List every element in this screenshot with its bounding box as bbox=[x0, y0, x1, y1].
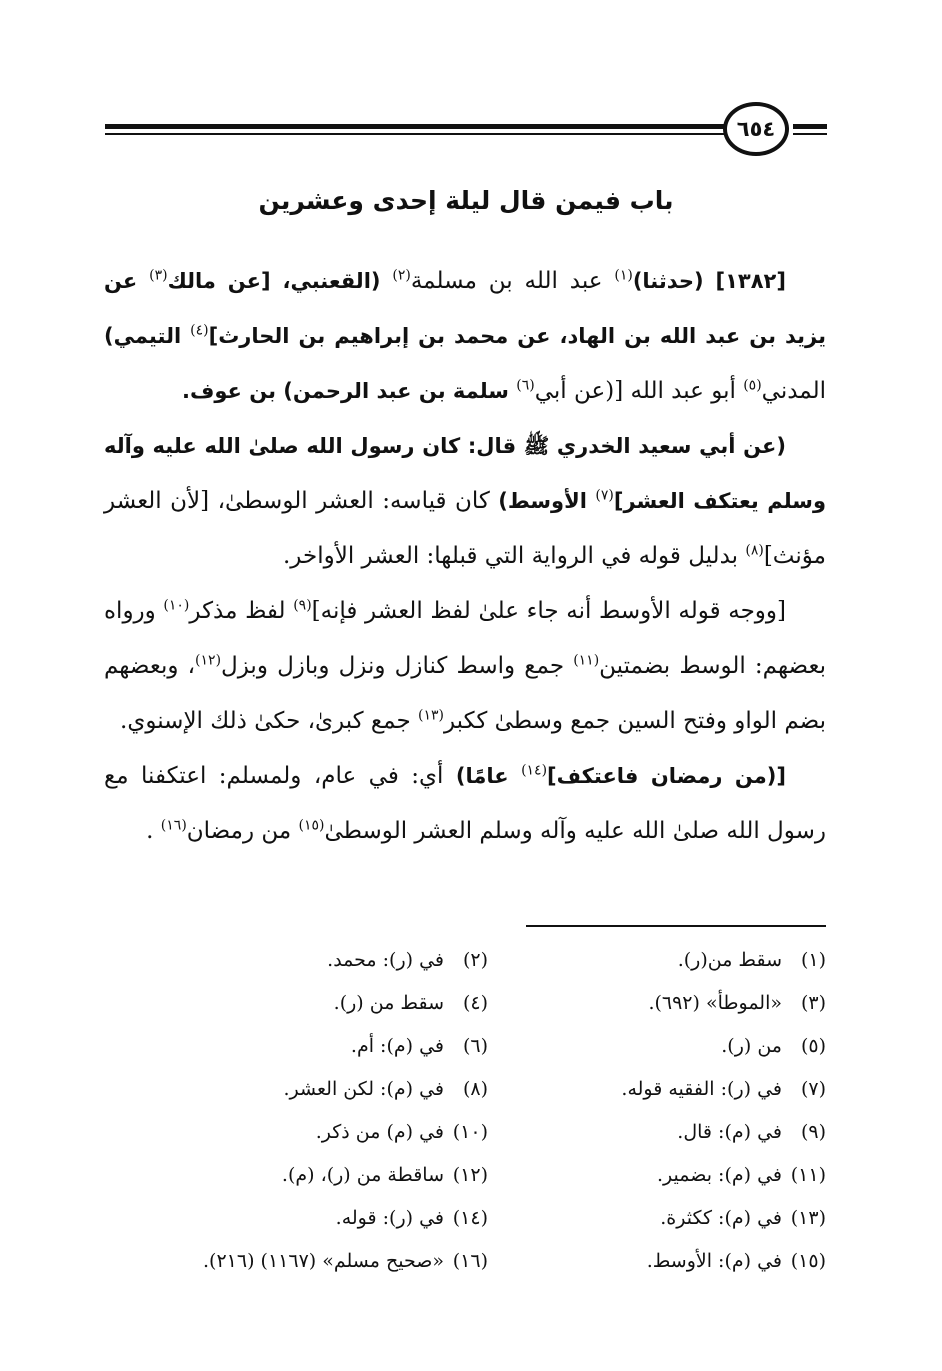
text: جمع واسط كنازل ونزل وبازل وبزل bbox=[221, 653, 574, 679]
footnote-text: في (ر): قوله. bbox=[335, 1206, 444, 1229]
footnote-item bbox=[488, 1035, 826, 1057]
text: . bbox=[146, 818, 161, 844]
header-rule-right-thick bbox=[793, 124, 827, 129]
footnote-item bbox=[150, 1121, 488, 1143]
footnote-text: «الموطأ» (٦٩٢). bbox=[648, 991, 782, 1014]
footnote-number: (٩) bbox=[800, 1120, 826, 1143]
text: جمع كبرىٰ، حكىٰ ذلك الإسنوي. bbox=[120, 708, 418, 734]
footnote-item bbox=[150, 1035, 488, 1057]
text: أي: في عام، ولمسلم: اعتكفنا مع رسول الله صلىٰ الله عليه وآله وسلم العشر الوسطىٰ bbox=[104, 763, 826, 844]
paragraph-1 bbox=[104, 254, 826, 419]
footnote-text: سقط من (ر). bbox=[333, 991, 444, 1014]
text-bold: (عن أبي سعيد الخدري ﷺ قال: كان رسول الله صلىٰ الله عليه وآله وسلم يعتكف العشر] bbox=[104, 434, 827, 513]
footnote-ref: (٥) bbox=[743, 377, 762, 394]
footnote-item bbox=[488, 1078, 826, 1100]
footnote-ref: (١١) bbox=[573, 652, 600, 669]
footnote-text: سقط من(ر). bbox=[677, 948, 782, 971]
footnotes bbox=[150, 938, 826, 1282]
footnote-ref: (٢) bbox=[392, 267, 411, 284]
footnote-number: (٢) bbox=[462, 948, 488, 971]
footnote-text: في (ر): محمد. bbox=[327, 948, 444, 971]
text-bold: الأوسط) bbox=[498, 489, 596, 513]
footnote-ref: (١٠) bbox=[163, 597, 190, 614]
footnote-text: في (م): لكن العشر. bbox=[283, 1077, 444, 1100]
footnote-item bbox=[488, 1164, 826, 1186]
text: ورواه بعضهم: الوسط بضمتين bbox=[104, 598, 826, 679]
footnote-number: (١٣) bbox=[790, 1206, 826, 1229]
footnote-number: (١٥) bbox=[790, 1249, 826, 1272]
footnote-item bbox=[488, 1250, 826, 1272]
footnote-ref: (١٦) bbox=[160, 817, 187, 834]
footnote-row bbox=[150, 1067, 826, 1110]
footnote-item bbox=[150, 992, 488, 1014]
paragraph-4 bbox=[104, 749, 826, 859]
footnote-row bbox=[150, 938, 826, 981]
footnote-number: (٣) bbox=[800, 991, 826, 1014]
text: المدني bbox=[761, 378, 826, 404]
footnote-item bbox=[150, 1250, 488, 1272]
footnote-ref: (٩) bbox=[293, 597, 312, 614]
paragraph-3 bbox=[104, 584, 826, 749]
footnote-item bbox=[150, 1164, 488, 1186]
footnote-ref: (١٢) bbox=[195, 652, 222, 669]
header-rule-right-thin bbox=[793, 133, 827, 135]
footnote-separator bbox=[526, 925, 826, 927]
footnote-text: في (م): بضمير. bbox=[657, 1163, 782, 1186]
text-bold: التيمي) bbox=[104, 324, 191, 348]
footnote-number: (٥) bbox=[800, 1034, 826, 1057]
footnote-row bbox=[150, 1196, 826, 1239]
footnote-item bbox=[488, 949, 826, 971]
footnote-text: في (م): الأوسط. bbox=[646, 1249, 782, 1272]
text: لفظ مذكر bbox=[189, 598, 294, 624]
footnote-ref: (٤) bbox=[190, 322, 209, 339]
footnote-ref: (٧) bbox=[595, 487, 614, 504]
text-bold: عن يزيد بن عبد الله بن الهاد، عن محمد بن إبراهيم بن الحارث] bbox=[104, 269, 826, 348]
paragraph-2 bbox=[104, 419, 826, 584]
footnote-ref: (٨) bbox=[745, 542, 764, 559]
footnote-ref: (١) bbox=[614, 267, 633, 284]
footnote-number: (١٦) bbox=[452, 1249, 488, 1272]
footnote-item bbox=[488, 1207, 826, 1229]
footnote-row bbox=[150, 1024, 826, 1067]
text: من رمضان bbox=[186, 818, 299, 844]
footnote-ref: (٣) bbox=[149, 267, 168, 284]
footnote-ref: (١٥) bbox=[298, 817, 325, 834]
footnote-number: (٧) bbox=[800, 1077, 826, 1100]
footnote-number: (١١) bbox=[790, 1163, 826, 1186]
header-rule-thin bbox=[105, 133, 725, 135]
footnote-text: في (م): قال. bbox=[677, 1120, 782, 1143]
page-header bbox=[105, 100, 827, 160]
footnote-number: (١٤) bbox=[452, 1206, 488, 1229]
main-text bbox=[104, 254, 826, 859]
footnote-ref: (٦) bbox=[516, 377, 535, 394]
footnote-number: (٦) bbox=[462, 1034, 488, 1057]
footnote-number: (٨) bbox=[462, 1077, 488, 1100]
text: أبو عبد الله [(عن أبي bbox=[534, 378, 744, 404]
text-bold: عامًا) bbox=[455, 764, 522, 788]
text: ، وبعضهم بضم الواو وفتح السين جمع وسطىٰ ككبر bbox=[104, 653, 826, 734]
text: [ووجه قوله الأوسط أنه جاء علىٰ لفظ العشر فإنه] bbox=[311, 598, 786, 624]
text-bold: [(من رمضان فاعتكف] bbox=[547, 764, 787, 788]
text-bold: سلمة بن عبد الرحمن) بن عوف. bbox=[182, 379, 517, 403]
footnote-text: «صحيح مسلم» (١١٦٧) (٢١٦). bbox=[203, 1249, 444, 1272]
text: عبد الله بن مسلمة bbox=[410, 268, 615, 294]
text: كان قياسه: العشر الوسطىٰ، [لأن العشر مؤنث] bbox=[104, 488, 826, 569]
text-bold: (القعنبي، [عن مالك bbox=[167, 269, 393, 293]
footnote-item bbox=[150, 949, 488, 971]
footnote-item bbox=[488, 992, 826, 1014]
footnote-text: في (م): أم. bbox=[350, 1034, 444, 1057]
footnote-text: في (م) من ذكر. bbox=[315, 1120, 444, 1143]
header-rule-thick bbox=[105, 124, 725, 129]
page-number: ٦٥٤ bbox=[723, 102, 789, 156]
footnote-text: من (ر). bbox=[721, 1034, 782, 1057]
text: بدليل قوله في الرواية التي قبلها: العشر الأواخر. bbox=[282, 543, 746, 569]
footnote-number: (١) bbox=[800, 948, 826, 971]
footnote-text: ساقطة من (ر)، (م). bbox=[281, 1163, 444, 1186]
footnote-row bbox=[150, 981, 826, 1024]
footnote-text: في (م): ككثرة. bbox=[660, 1206, 782, 1229]
footnote-text: في (ر): الفقيه قوله. bbox=[621, 1077, 782, 1100]
footnote-item bbox=[150, 1078, 488, 1100]
footnote-ref: (١٤) bbox=[521, 762, 548, 779]
footnote-item bbox=[488, 1121, 826, 1143]
footnote-row bbox=[150, 1239, 826, 1282]
footnote-number: (١٢) bbox=[452, 1163, 488, 1186]
footnote-row bbox=[150, 1110, 826, 1153]
footnote-ref: (١٣) bbox=[418, 707, 444, 724]
footnote-item bbox=[150, 1207, 488, 1229]
footnote-row bbox=[150, 1153, 826, 1196]
text-bold: [١٣٨٢] (حدثنا) bbox=[632, 269, 786, 293]
chapter-title: باب فيمن قال ليلة إحدى وعشرين bbox=[258, 186, 674, 215]
footnote-number: (١٠) bbox=[452, 1120, 488, 1143]
footnote-number: (٤) bbox=[462, 991, 488, 1014]
